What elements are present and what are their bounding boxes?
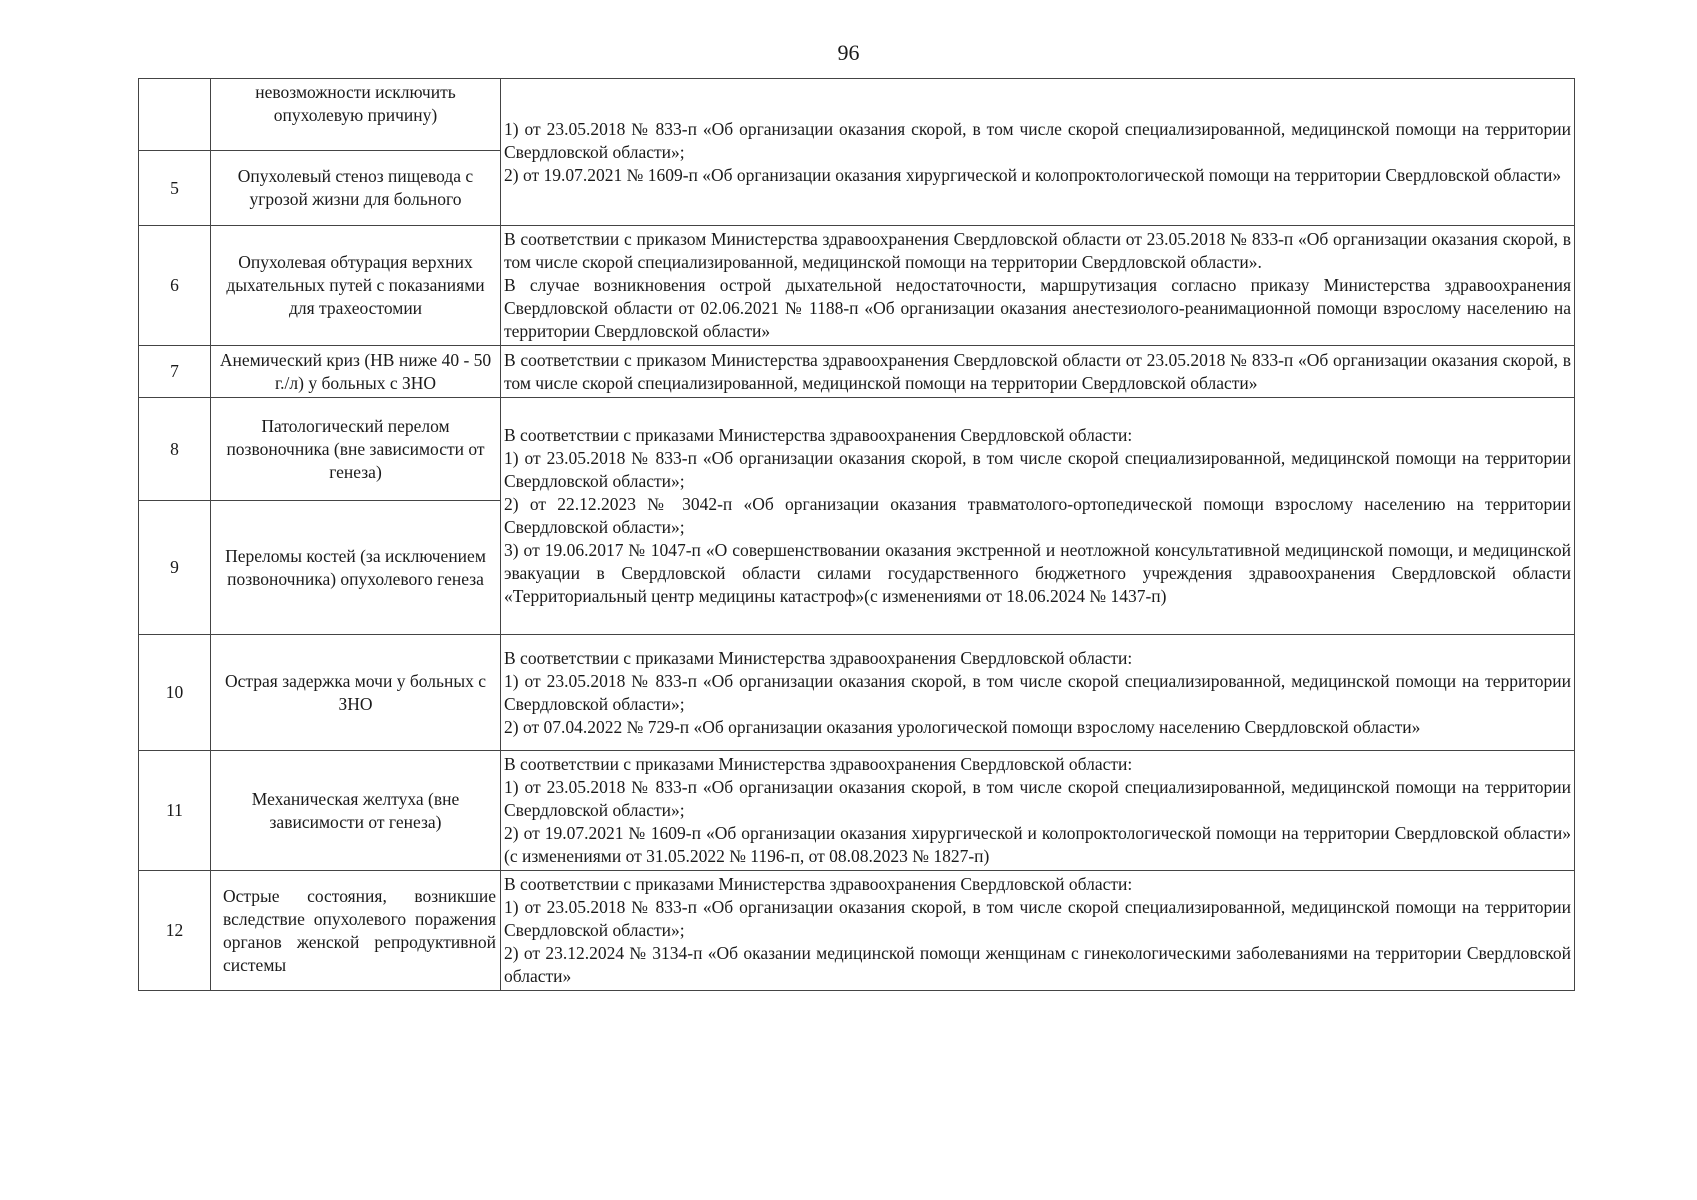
regulation-line: 2) от 22.12.2023 № 3042-п «Об организации оказания травматолого-ортопедической помощи взрослому населению на территории Свердловской области»; bbox=[504, 494, 1571, 537]
regulation-cell bbox=[501, 398, 1575, 635]
condition-cell: Анемический криз (HB ниже 40 - 50 г./л) у больных с ЗНО bbox=[211, 346, 501, 398]
regulation-line: 1) от 23.05.2018 № 833-п «Об организации оказания скорой, в том числе скорой специализированной, медицинской помощи на территории Свердловской области»; bbox=[504, 897, 1571, 940]
regulation-cell bbox=[501, 79, 1575, 226]
condition-cell: Опухолевая обтурация верхних дыхательных путей с показаниями для трахеостомии bbox=[211, 226, 501, 346]
row-number: 10 bbox=[139, 635, 211, 751]
table-row bbox=[139, 635, 1575, 751]
condition-cell: Механическая желтуха (вне зависимости от генеза) bbox=[211, 751, 501, 871]
table-row bbox=[139, 79, 1575, 151]
regulation-line: 2) от 19.07.2021 № 1609-п «Об организации оказания хирургической и колопроктологической помощи на территории Свердловской области» bbox=[504, 164, 1562, 185]
table-row bbox=[139, 751, 1575, 871]
regulation-line: В соответствии с приказами Министерства здравоохранения Свердловской области: bbox=[504, 425, 1133, 445]
page-number: 96 bbox=[837, 40, 860, 65]
condition-cell: Опухолевый стеноз пищевода с угрозой жизни для больного bbox=[211, 151, 501, 226]
regulation-line: 3) от 19.06.2017 № 1047-п «О совершенствовании оказания экстренной и неотложной консультативной медицинской помощи, и медицинской эвакуации в Свердловской области силами государственного бюджетного учреждения здравоохранения Свердловской области «Территориальный центр медицины катастроф»(с изменениями от 18.06.2024 № 1437-п) bbox=[504, 540, 1571, 606]
row-number: 11 bbox=[139, 751, 211, 871]
regulation-cell bbox=[501, 871, 1575, 991]
condition-cell: невозможности исключить опухолевую причину) bbox=[211, 79, 501, 151]
row-number bbox=[139, 79, 211, 151]
table-row bbox=[139, 871, 1575, 991]
regulation-cell bbox=[501, 751, 1575, 871]
regulation-line: 2) от 19.07.2021 № 1609-п «Об организации оказания хирургической и колопроктологической помощи на территории Свердловской области» (с изменениями от 31.05.2022 № 1196-п, от 08.08.2023 № 1827-п) bbox=[504, 823, 1571, 866]
regulation-line: В соответствии с приказами Министерства здравоохранения Свердловской области: bbox=[504, 754, 1133, 774]
regulation-line: В соответствии с приказами Министерства здравоохранения Свердловской области: bbox=[504, 647, 1133, 668]
regulation-line: В соответствии с приказом Министерства здравоохранения Свердловской области от 23.05.2018 № 833-п «Об организации оказания скорой, в том числе скорой специализированной, медицинской помощи на территории Свердловской области» bbox=[504, 349, 1571, 393]
row-number: 8 bbox=[139, 398, 211, 501]
condition-cell: Патологический перелом позвоночника (вне зависимости от генеза) bbox=[211, 398, 501, 501]
regulation-line: 2) от 07.04.2022 № 729-п «Об организации оказания урологической помощи взрослому населению Свердловской области» bbox=[504, 716, 1421, 737]
regulation-line: 1) от 23.05.2018 № 833-п «Об организации оказания скорой, в том числе скорой специализированной, медицинской помощи на территории Свердловской области»; bbox=[504, 670, 1571, 714]
regulation-line: В соответствии с приказами Министерства здравоохранения Свердловской области: bbox=[504, 874, 1133, 894]
row-number: 9 bbox=[139, 501, 211, 635]
regulation-line: 1) от 23.05.2018 № 833-п «Об организации оказания скорой, в том числе скорой специализированной, медицинской помощи на территории Свердловской области»; bbox=[504, 448, 1571, 491]
table-row bbox=[139, 226, 1575, 346]
row-number: 6 bbox=[139, 226, 211, 346]
regulation-line: 1) от 23.05.2018 № 833-п «Об организации оказания скорой, в том числе скорой специализированной, медицинской помощи на территории Свердловской области»; bbox=[504, 777, 1571, 820]
table-row bbox=[139, 346, 1575, 398]
regulation-line: В соответствии с приказом Министерства здравоохранения Свердловской области от 23.05.2018 № 833-п «Об организации оказания скорой, в том числе скорой специализированной, медицинской помощи на территории Свердловской области». bbox=[504, 229, 1571, 272]
regulation-line: 1) от 23.05.2018 № 833-п «Об организации оказания скорой, в том числе скорой специализированной, медицинской помощи на территории Свердловской области»; bbox=[504, 118, 1571, 162]
condition-cell: Переломы костей (за исключением позвоночника) опухолевого генеза bbox=[211, 501, 501, 635]
routing-table bbox=[138, 78, 1575, 991]
row-number: 12 bbox=[139, 871, 211, 991]
table-row bbox=[139, 398, 1575, 501]
regulation-cell bbox=[501, 635, 1575, 751]
row-number: 7 bbox=[139, 346, 211, 398]
regulation-line: 2) от 23.12.2024 № 3134-п «Об оказании медицинской помощи женщинам с гинекологическими заболеваниями на территории Свердловской области» bbox=[504, 943, 1571, 986]
condition-cell: Острые состояния, возникшие вследствие опухолевого поражения органов женской репродуктивной системы bbox=[211, 871, 501, 991]
row-number: 5 bbox=[139, 151, 211, 226]
regulation-line: В случае возникновения острой дыхательной недостаточности, маршрутизация согласно приказу Министерства здравоохранения Свердловской области от 02.06.2021 № 1188-п «Об организации оказания анестезиолого-реанимационной помощи взрослому населению на территории Свердловской области» bbox=[504, 275, 1571, 341]
regulation-cell bbox=[501, 346, 1575, 398]
condition-cell: Острая задержка мочи у больных с ЗНО bbox=[211, 635, 501, 751]
regulation-cell bbox=[501, 226, 1575, 346]
